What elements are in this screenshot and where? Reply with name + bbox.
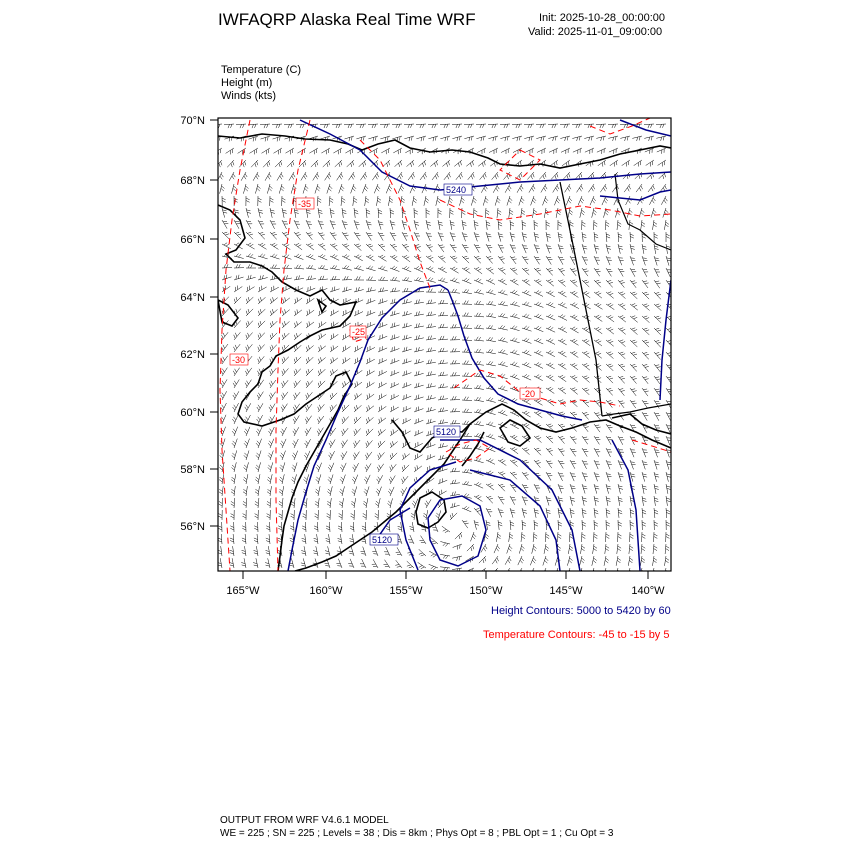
height-label: 5120 xyxy=(436,427,457,437)
init-time: Init: 2025-10-28_00:00:00 xyxy=(539,12,665,24)
temperature-label: -20 xyxy=(522,389,536,399)
wind-barb-field xyxy=(212,124,673,578)
map-title: IWFAQRP Alaska Real Time WRF xyxy=(218,10,476,29)
lon-label: 140°W xyxy=(631,585,665,597)
lat-label: 70°N xyxy=(180,115,205,127)
valid-time: Valid: 2025-11-01_09:00:00 xyxy=(528,26,663,38)
height-contour-note: Height Contours: 5000 to 5420 by 60 xyxy=(491,605,671,617)
lon-label: 165°W xyxy=(226,585,260,597)
height-label: 5240 xyxy=(446,185,467,195)
lon-label: 150°W xyxy=(469,585,503,597)
wind-barbs xyxy=(212,124,673,578)
model-config: WE = 225 ; SN = 225 ; Levels = 38 ; Dis = 8km ; Phys Opt = 8 ; PBL Opt = 1 ; Cu Opt = 3 xyxy=(220,828,614,839)
height-label: 5120 xyxy=(372,535,393,545)
lat-ticks xyxy=(210,120,218,526)
coastline xyxy=(218,134,671,571)
lon-ticks xyxy=(243,571,648,579)
model-info: OUTPUT FROM WRF V4.6.1 MODEL xyxy=(220,815,389,826)
lon-label: 160°W xyxy=(309,585,343,597)
lon-label: 145°W xyxy=(549,585,583,597)
temperature-contour-note: Temperature Contours: -45 to -15 by 5 xyxy=(483,629,670,641)
lat-labels xyxy=(180,115,205,533)
field-label-winds: Winds (kts) xyxy=(221,90,276,102)
field-label-height: Height (m) xyxy=(221,77,273,89)
temperature-label: -30 xyxy=(232,355,246,365)
lat-label: 68°N xyxy=(180,175,205,187)
lat-label: 60°N xyxy=(180,407,205,419)
lat-label: 66°N xyxy=(180,234,205,246)
temperature-label: -25 xyxy=(352,327,366,337)
lat-label: 56°N xyxy=(180,521,205,533)
field-label-temperature: Temperature (C) xyxy=(221,64,302,76)
lat-label: 64°N xyxy=(180,292,205,304)
lat-label: 62°N xyxy=(180,349,205,361)
lon-labels xyxy=(226,585,665,597)
lon-label: 155°W xyxy=(389,585,423,597)
temperature-label: -35 xyxy=(298,199,312,209)
lat-label: 58°N xyxy=(180,464,205,476)
